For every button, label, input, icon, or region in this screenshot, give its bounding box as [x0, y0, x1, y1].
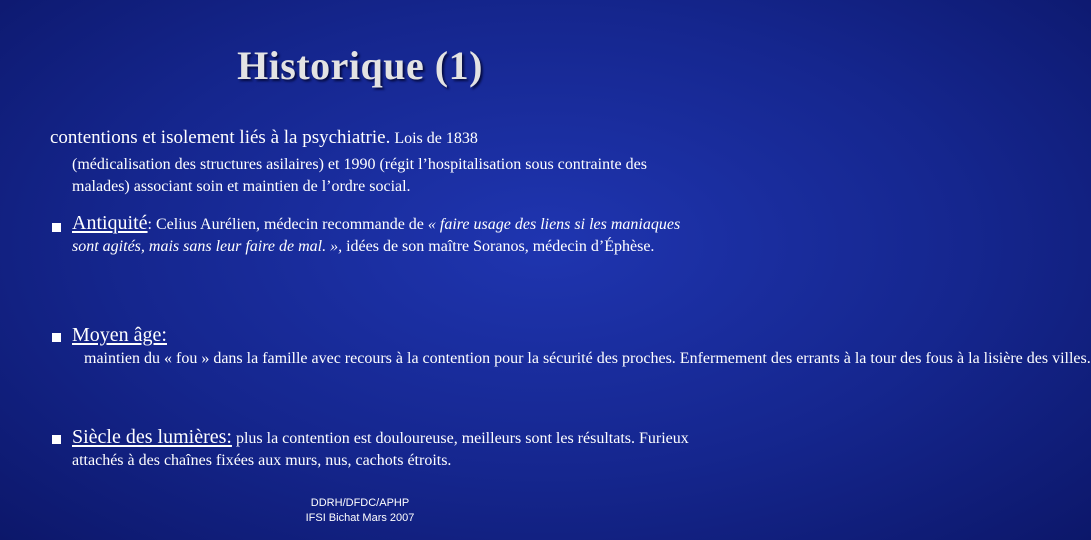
bullet-item-antiquite — [72, 212, 692, 258]
slide-title: Historique (1) — [237, 43, 483, 88]
bullet-item-moyen-age — [72, 324, 1091, 370]
footer-line-2: IFSI Bichat Mars 2007 — [305, 512, 415, 524]
intro-line — [50, 126, 690, 151]
bullet-text: maintien du « fou » dans la famille avec recours à la contention pour la sécurité des proches. Enfermement des errants à la tour des fous à la lisière des villes. — [72, 350, 1091, 367]
bullet-text: Celius Aurélien, médecin recommande de — [156, 216, 428, 233]
bullet-square-icon — [52, 435, 61, 444]
intro-continuation: (médicalisation des structures asilaires) et 1990 (régit l’hospitalisation sous contrainte des malades) associant soin et maintien de l’ordre social. — [72, 156, 647, 195]
bullet-heading: Siècle des lumières: — [72, 426, 232, 448]
slide-footer — [260, 496, 460, 526]
bullet-heading: Antiquité — [72, 212, 148, 234]
bullet-colon: : — [147, 216, 156, 233]
intro-main-text: contentions et isolement liés à la psychiatrie. — [50, 127, 391, 148]
bullet-text-end: idées de son maître Soranos, médecin d’Éphèse. — [342, 238, 655, 255]
bullet-quote-text: « faire usage des liens si les maniaques sont agités, mais sans leur faire de mal. », — [72, 216, 681, 255]
bullet-square-icon — [52, 333, 61, 342]
footer-line-1: DDRH/DFDC/APHP — [310, 497, 410, 509]
bullet-heading: Moyen âge: — [72, 324, 167, 346]
bullet-square-icon — [52, 223, 61, 232]
intro-laws-text: Lois de 1838 — [390, 130, 478, 147]
bullet-item-lumieres — [72, 426, 692, 472]
bullet-text: plus la contention est douloureuse, meilleurs sont les résultats. Furieux attachés à des chaînes fixées aux murs, nus, cachots étroits. — [72, 430, 689, 469]
